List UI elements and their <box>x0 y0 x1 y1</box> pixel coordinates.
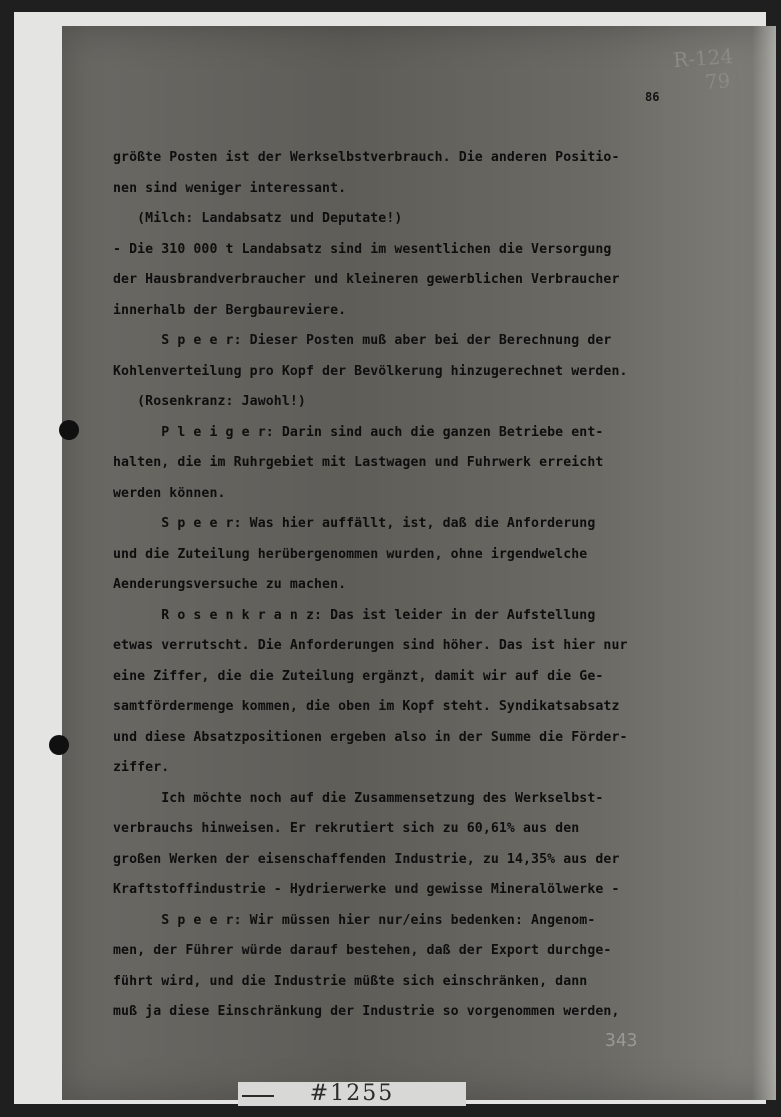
text-line: samtfördermenge kommen, die oben im Kopf steht. Syndikatsabsatz <box>113 699 620 714</box>
bottom-stamp <box>238 1082 466 1106</box>
text-line: werden können. <box>113 485 226 501</box>
text-line: nen sind weniger interessant. <box>113 180 347 196</box>
text-line: Ich möchte noch auf die Zusammensetzung des Werkselbst- <box>113 790 604 806</box>
text-line: großen Werken der eisenschaffenden Industrie, zu 14,35% aus der <box>113 851 620 867</box>
text-line: etwas verrutscht. Die Anforderungen sind höher. Das ist hier nur <box>113 638 628 653</box>
text-line: und diese Absatzpositionen ergeben also in der Summe die Förder- <box>113 729 628 745</box>
text-line: der Hausbrandverbraucher und kleineren gewerblichen Verbraucher <box>113 272 620 287</box>
text-line: (Rosenkranz: Jawohl!) <box>113 394 306 409</box>
text-line: größte Posten ist der Werkselbstverbrauch. Die anderen Positio- <box>113 150 620 165</box>
text-line: halten, die im Ruhrgebiet mit Lastwagen und Fuhrwerk erreicht <box>113 455 604 470</box>
text-line: S p e e r: Was hier auffällt, ist, daß die Anforderung <box>113 516 596 531</box>
text-line: Kohlenverteilung pro Kopf der Bevölkerung hinzugerechnet werden. <box>113 363 628 379</box>
text-line: führt wird, und die Industrie müßte sich einschränken, dann <box>113 973 588 989</box>
handwritten-note-line: R-124 <box>672 43 734 73</box>
text-line: und die Zuteilung herübergenommen wurden, ohne irgendwelche <box>113 546 588 562</box>
handwritten-note-line: 79 <box>704 68 732 94</box>
paper-edge <box>752 26 776 1100</box>
stamp-rule <box>242 1095 274 1097</box>
text-line: men, der Führer würde darauf bestehen, daß der Export durchge- <box>113 943 612 958</box>
text-line: ziffer. <box>113 760 170 775</box>
punch-hole-icon <box>59 420 79 440</box>
text-line: - Die 310 000 t Landabsatz sind im wesentlichen die Versorgung <box>113 241 612 257</box>
text-line: Kraftstoffindustrie - Hydrierwerke und gewisse Mineralölwerke - <box>113 882 620 897</box>
text-line: innerhalb der Bergbaureviere. <box>113 302 347 318</box>
footer-number: 343 <box>605 1030 638 1051</box>
text-line: P l e i g e r: Darin sind auch die ganzen Betriebe ent- <box>113 424 604 440</box>
text-line: Aenderungsversuche zu machen. <box>113 577 347 592</box>
text-line: S p e e r: Wir müssen hier nur/eins bedenken: Angenom- <box>113 912 596 928</box>
bottom-stamp-text: #1255 <box>309 1082 395 1106</box>
text-line: eine Ziffer, die die Zuteilung ergänzt, damit wir auf die Ge- <box>113 668 604 684</box>
handwritten-note <box>672 44 735 96</box>
text-line: muß ja diese Einschränkung der Industrie so vorgenommen werden, <box>113 1004 620 1019</box>
page-number: 86 <box>645 90 660 104</box>
text-line: (Milch: Landabsatz und Deputate!) <box>113 211 403 226</box>
punch-hole-icon <box>49 735 69 755</box>
text-line: S p e e r: Dieser Posten muß aber bei der Berechnung der <box>113 333 612 348</box>
text-line: verbrauchs hinweisen. Er rekrutiert sich zu 60,61% aus den <box>113 821 580 836</box>
text-line: R o s e n k r a n z: Das ist leider in der Aufstellung <box>113 607 596 623</box>
